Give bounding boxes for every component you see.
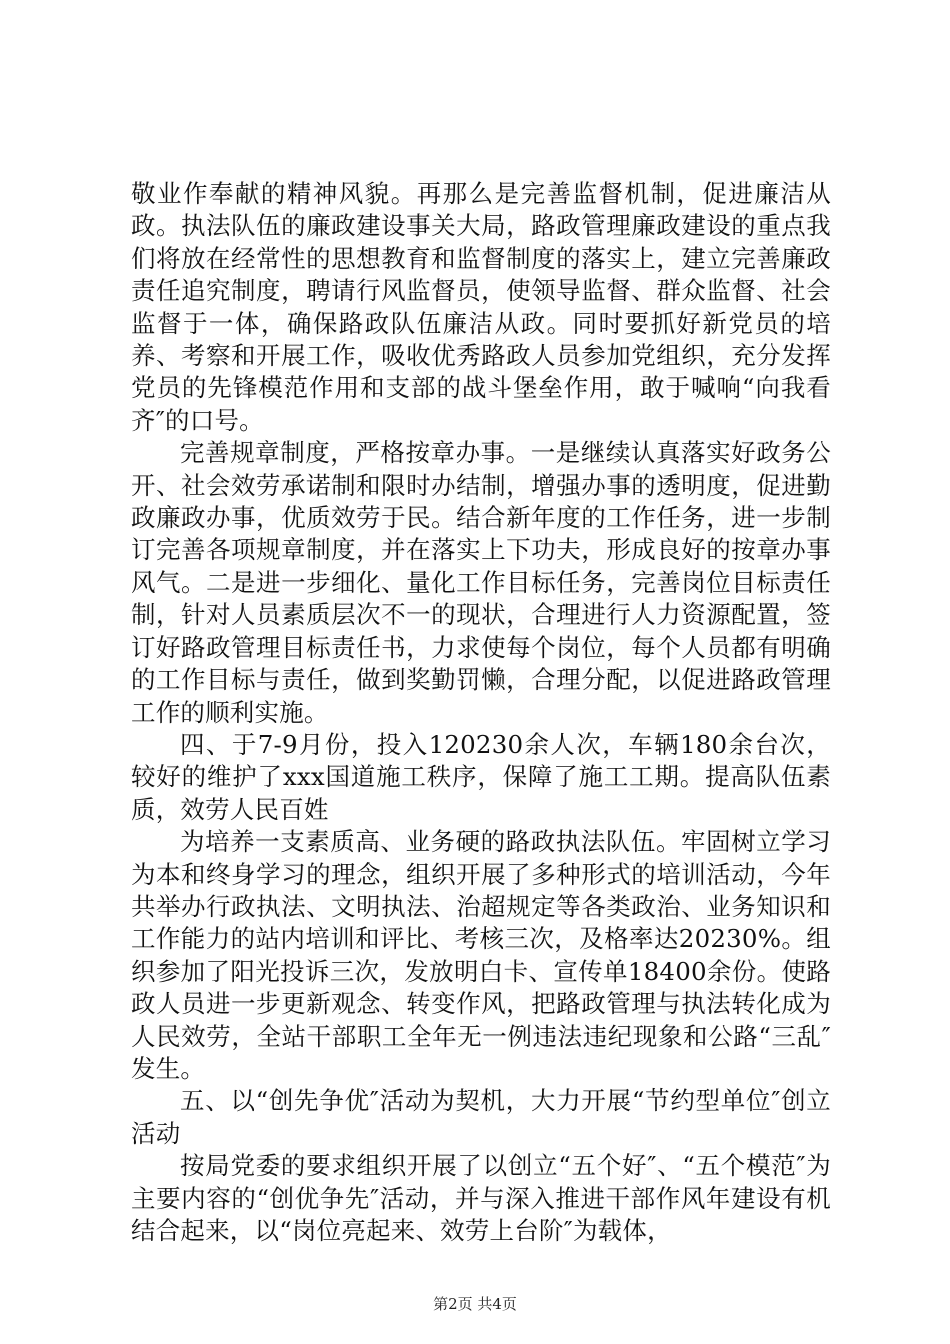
document-body	[131, 178, 831, 1247]
paragraph-5: 五、以“创先争优″活动为契机，大力开展“节约型单位″创立活动	[131, 1086, 831, 1148]
paragraph-2: 完善规章制度，严格按章办事。一是继续认真落实好政务公开、社会效劳承诺制和限时办结制，增强办事的透明度，促进勤政廉政办事，优质效劳于民。结合新年度的工作任务，进一步制订完善各项规章制度，并在落实上下功夫，形成良好的按章办事风气。二是进一步细化、量化工作目标任务，完善岗位目标责任制，针对人员素质层次不一的现状，合理进行人力资源配置，签订好路政管理目标责任书，力求使每个岗位，每个人员都有明确的工作目标与责任，做到奖勤罚懒，合理分配，以促进路政管理工作的顺利实施。	[131, 438, 831, 727]
paragraph-4: 为培养一支素质高、业务硬的路政执法队伍。牢固树立学习为本和终身学习的理念，组织开展了多种形式的培训活动，今年共举办行政执法、文明执法、治超规定等各类政治、业务知识和工作能力的站内培训和评比、考核三次，及格率达20230%。组织参加了阳光投诉三次，发放明白卡、宣传单18400余份。使路政人员进一步更新观念、转变作风，把路政管理与执法转化成为人民效劳，全站干部职工全年无一例违法违纪现象和公路“三乱″发生。	[131, 827, 831, 1083]
paragraph-1: 敬业作奉献的精神风貌。再那么是完善监督机制，促进廉洁从政。执法队伍的廉政建设事关大局，路政管理廉政建设的重点我们将放在经常性的思想教育和监督制度的落实上，建立完善廉政责任追究制度，聘请行风监督员，使领导监督、群众监督、社会监督于一体，确保路政队伍廉洁从政。同时要抓好新党员的培养、考察和开展工作，吸收优秀路政人员参加党组织，充分发挥党员的先锋模范作用和支部的战斗堡垒作用，敢于喊响“向我看齐″的口号。	[131, 179, 831, 435]
paragraph-6: 按局党委的要求组织开展了以创立“五个好″、“五个模范″为主要内容的“创优争先″活动，并与深入推进干部作风年建设有机结合起来，以“岗位亮起来、效劳上台阶″为载体，	[131, 1151, 831, 1245]
paragraph-3: 四、于7-9月份，投入120230余人次，车辆180余台次，较好的维护了xxx国道施工秩序，保障了施工工期。提高队伍素质，效劳人民百姓	[131, 729, 831, 824]
page-number-footer: 第2页 共4页	[433, 1295, 517, 1313]
